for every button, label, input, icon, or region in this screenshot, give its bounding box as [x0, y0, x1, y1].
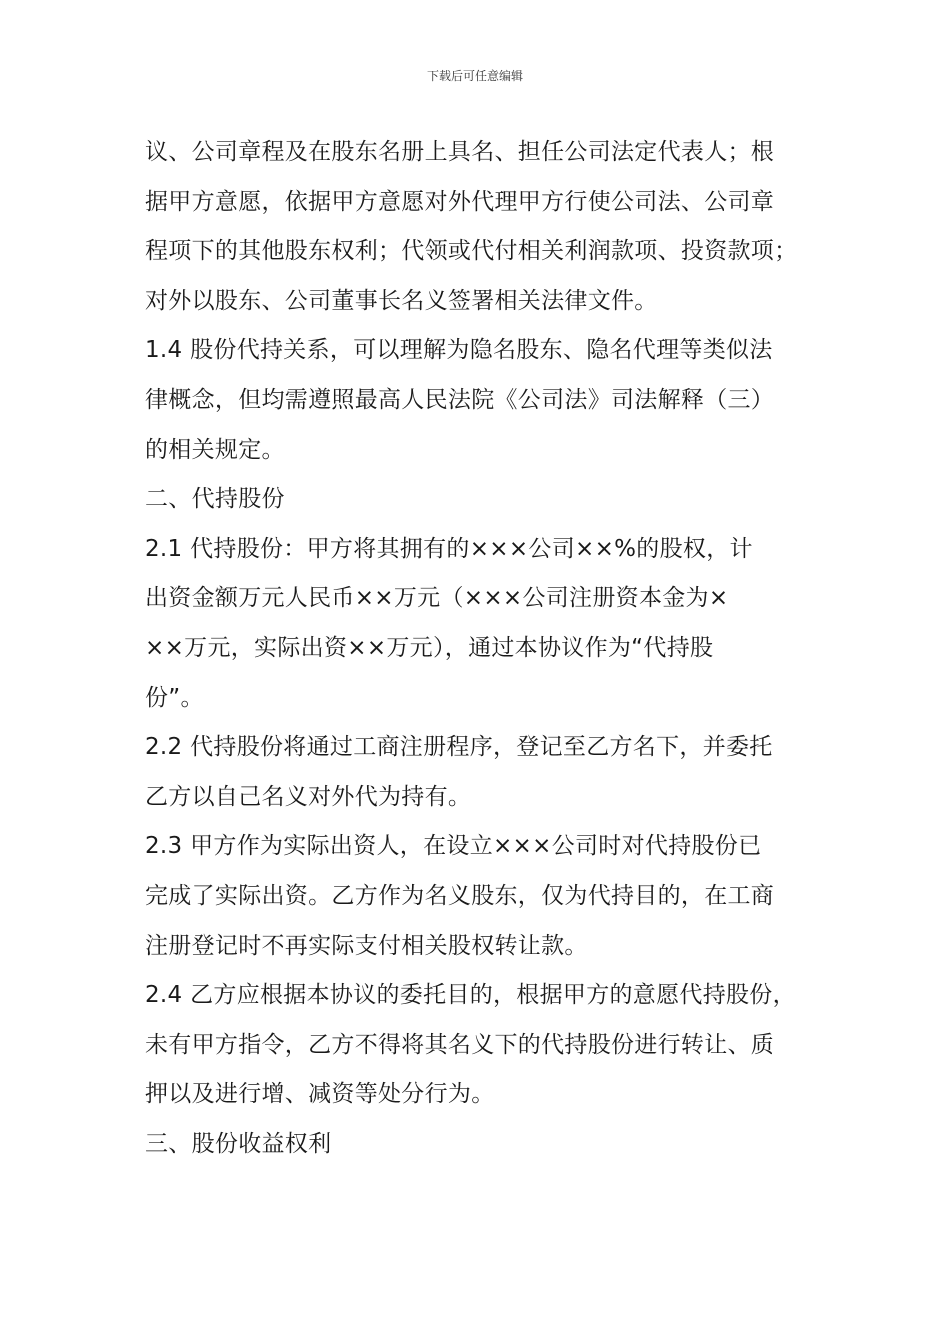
text-line: ××万元，实际出资××万元），通过本协议作为“代持股: [145, 634, 714, 661]
text-line: 程项下的其他股东权利；代领或代付相关利润款项、投资款项；: [145, 238, 798, 265]
text-line: 2.2 代持股份将通过工商注册程序，登记至乙方名下，并委托: [145, 734, 773, 761]
text-line: 的相关规定。: [145, 436, 285, 463]
section-heading: 二、代持股份: [145, 486, 285, 513]
text-line: 未有甲方指令，乙方不得将其名义下的代持股份进行转让、质: [145, 1031, 775, 1058]
text-line: 对外以股东、公司董事长名义签署相关法律文件。: [145, 287, 658, 314]
text-line: 注册登记时不再实际支付相关股权转让款。: [145, 932, 588, 959]
text-line: 2.3 甲方作为实际出资人，在设立×××公司时对代持股份已: [145, 833, 762, 860]
document-body: [145, 128, 810, 1169]
section-heading: 三、股份收益权利: [145, 1130, 332, 1157]
text-line: 完成了实际出资。乙方作为名义股东，仅为代持目的，在工商: [145, 882, 775, 909]
text-line: 2.4 乙方应根据本协议的委托目的，根据甲方的意愿代持股份，: [145, 982, 796, 1009]
text-line: 乙方以自己名义对外代为持有。: [145, 783, 472, 810]
text-line: 份”。: [145, 684, 204, 711]
text-line: 1.4 股份代持关系，可以理解为隐名股东、隐名代理等类似法: [145, 337, 773, 364]
text-line: 出资金额万元人民币××万元（×××公司注册资本金为×: [145, 585, 729, 612]
text-line: 押以及进行增、减资等处分行为。: [145, 1081, 495, 1108]
text-line: 据甲方意愿，依据甲方意愿对外代理甲方行使公司法、公司章: [145, 188, 775, 215]
header-note: 下载后可任意编辑: [426, 69, 523, 83]
text-line: 律概念，但均需遵照最高人民法院《公司法》司法解释（三）: [145, 386, 775, 413]
text-line: 议、公司章程及在股东名册上具名、担任公司法定代表人；根: [145, 139, 775, 165]
text-line: 2.1 代持股份：甲方将其拥有的×××公司××%的股权，计: [145, 535, 753, 562]
